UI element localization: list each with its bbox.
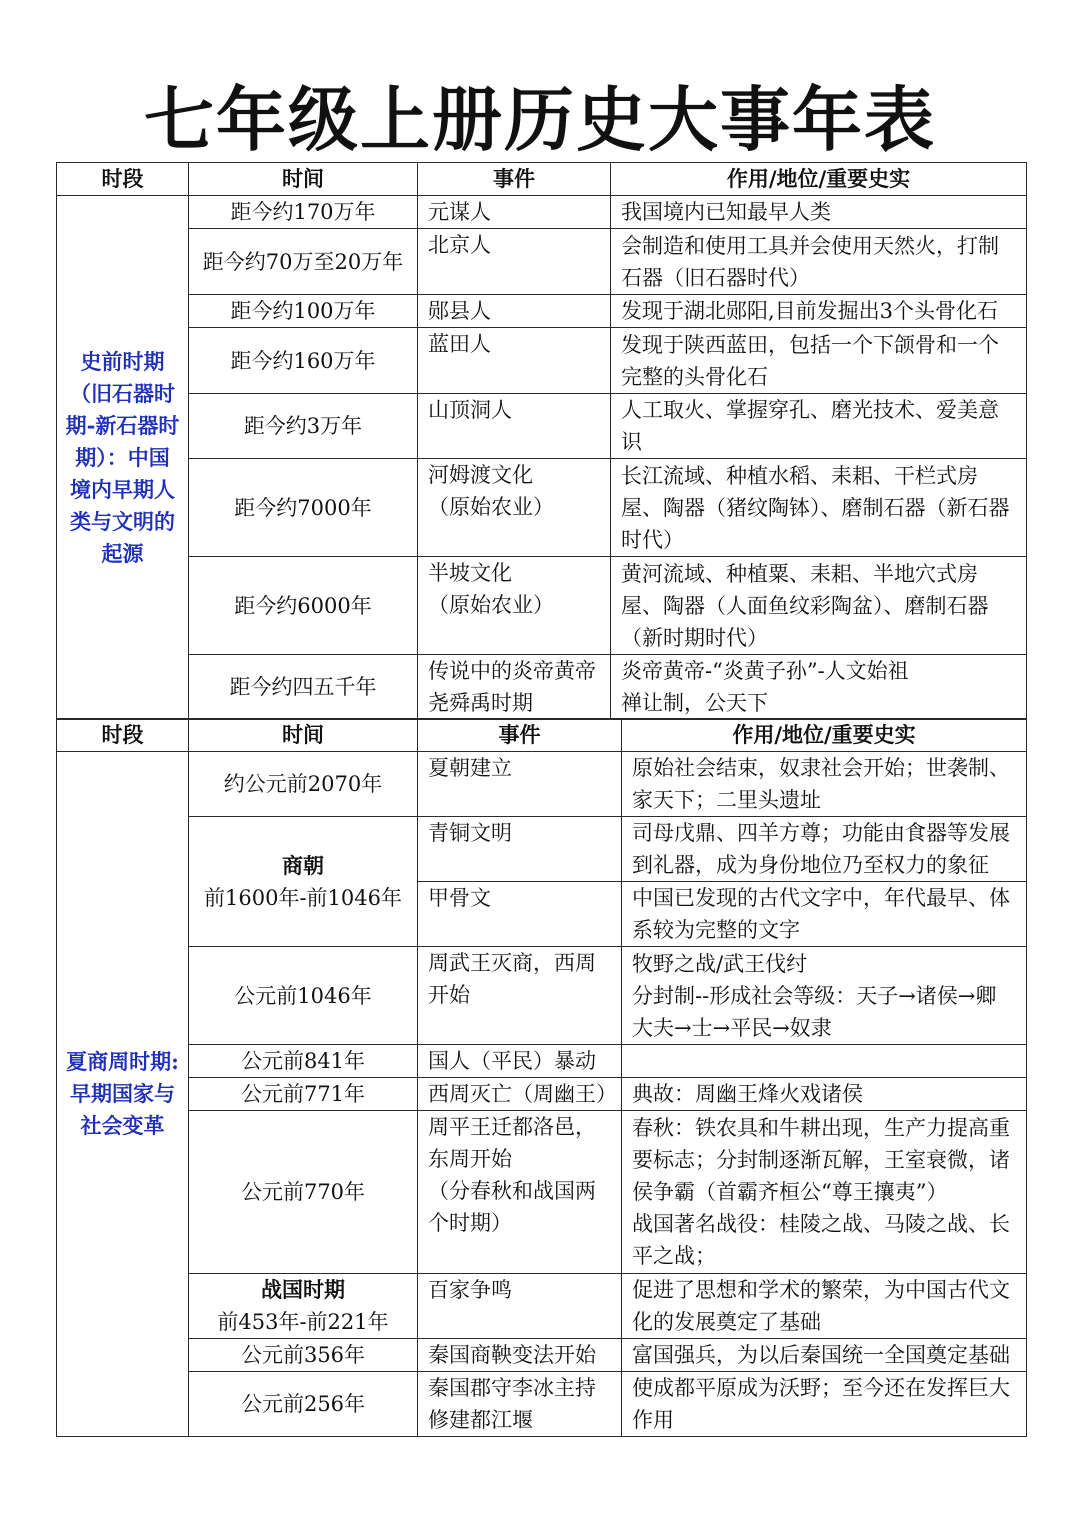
table-row bbox=[57, 947, 1027, 1045]
table-row bbox=[57, 655, 1027, 720]
header-time: 时间 bbox=[189, 163, 418, 196]
table-row bbox=[57, 1078, 1027, 1111]
event-cell: 北京人 bbox=[418, 229, 611, 295]
table-row bbox=[57, 328, 1027, 394]
significance-cell: 中国已发现的古代文字中，年代最早、体系较为完整的文字 bbox=[622, 882, 1027, 947]
time-title: 战国时期 bbox=[261, 1277, 345, 1302]
event-cell: 元谋人 bbox=[418, 196, 611, 229]
table-row bbox=[57, 752, 1027, 817]
time-cell: 距今约160万年 bbox=[189, 328, 418, 394]
period-cell: 夏商周时期:早期国家与社会变革 bbox=[57, 752, 189, 1437]
significance-cell: 发现于湖北郧阳,目前发掘出3个头骨化石 bbox=[611, 295, 1027, 328]
header-row bbox=[57, 163, 1027, 196]
significance-cell: 司母戊鼎、四羊方尊；功能由食器等发展到礼器，成为身份地位乃至权力的象征 bbox=[622, 817, 1027, 882]
table-row bbox=[57, 394, 1027, 459]
significance-cell: 促进了思想和学术的繁荣，为中国古代文化的发展奠定了基础 bbox=[622, 1274, 1027, 1339]
table-row bbox=[57, 1372, 1027, 1437]
significance-cell: 会制造和使用工具并会使用天然火，打制石器（旧石器时代） bbox=[611, 229, 1027, 295]
event-cell: 国人（平民）暴动 bbox=[418, 1045, 622, 1078]
event-cell: 周平王迁都洛邑，东周开始 （分春秋和战国两个时期） bbox=[418, 1111, 622, 1274]
time-range: 前453年-前221年 bbox=[217, 1310, 389, 1334]
significance-cell: 炎帝黄帝-“炎黄子孙”-人文始祖 禅让制，公天下 bbox=[611, 655, 1027, 720]
table-row bbox=[57, 1274, 1027, 1339]
event-cell: 山顶洞人 bbox=[418, 394, 611, 459]
table-row bbox=[57, 1045, 1027, 1078]
time-cell: 距今约3万年 bbox=[189, 394, 418, 459]
header-event: 事件 bbox=[418, 163, 611, 196]
event-cell: 传说中的炎帝黄帝尧舜禹时期 bbox=[418, 655, 611, 720]
header-period: 时段 bbox=[57, 163, 189, 196]
table-row bbox=[57, 295, 1027, 328]
significance-cell: 黄河流域、种植粟、耒耜、半地穴式房屋、陶器（人面鱼纹彩陶盆）、磨制石器（新时期时代） bbox=[611, 557, 1027, 655]
header-significance: 作用/地位/重要史实 bbox=[611, 163, 1027, 196]
significance-cell: 富国强兵，为以后秦国统一全国奠定基础 bbox=[622, 1339, 1027, 1372]
event-cell: 甲骨文 bbox=[418, 882, 622, 947]
time-cell: 距今约170万年 bbox=[189, 196, 418, 229]
time-cell: 公元前771年 bbox=[189, 1078, 418, 1111]
time-cell: 公元前356年 bbox=[189, 1339, 418, 1372]
significance-cell: 典故：周幽王烽火戏诸侯 bbox=[622, 1078, 1027, 1111]
header-significance: 作用/地位/重要史实 bbox=[622, 719, 1027, 752]
table-row bbox=[57, 229, 1027, 295]
page-title: 七年级上册历史大事年表 bbox=[144, 79, 936, 161]
table-row bbox=[57, 459, 1027, 557]
table-row bbox=[57, 1111, 1027, 1274]
significance-cell bbox=[622, 1045, 1027, 1078]
time-cell: 距今约100万年 bbox=[189, 295, 418, 328]
time-cell-shang bbox=[189, 817, 418, 947]
table-row bbox=[57, 1339, 1027, 1372]
time-title: 商朝 bbox=[282, 852, 324, 878]
time-cell: 距今约四五千年 bbox=[189, 655, 418, 720]
time-cell: 公元前841年 bbox=[189, 1045, 418, 1078]
time-cell: 公元前1046年 bbox=[189, 947, 418, 1045]
time-cell: 距今约70万至20万年 bbox=[189, 229, 418, 295]
time-range: 前1600年-前1046年 bbox=[204, 885, 402, 910]
header-time: 时间 bbox=[189, 719, 418, 752]
period-cell: 史前时期 （旧石器时期-新石器时期）：中国境内早期人类与文明的起源 bbox=[57, 196, 189, 720]
time-cell: 约公元前2070年 bbox=[189, 752, 418, 817]
time-cell: 距今约7000年 bbox=[189, 459, 418, 557]
time-cell-warring bbox=[189, 1274, 418, 1339]
event-cell: 周武王灭商，西周开始 bbox=[418, 947, 622, 1045]
event-cell: 郧县人 bbox=[418, 295, 611, 328]
time-cell: 距今约6000年 bbox=[189, 557, 418, 655]
significance-cell: 原始社会结束，奴隶社会开始；世袭制、家天下；二里头遗址 bbox=[622, 752, 1027, 817]
event-cell: 夏朝建立 bbox=[418, 752, 622, 817]
significance-cell: 牧野之战/武王伐纣 分封制--形成社会等级：天子→诸侯→卿大夫→士→平民→奴隶 bbox=[622, 947, 1027, 1045]
significance-cell: 春秋：铁农具和牛耕出现，生产力提高重要标志；分封制逐渐瓦解，王室衰微，诸侯争霸（首霸齐桓公“尊王攘夷”） 战国著名战役：桂陵之战、马陵之战、长平之战； bbox=[622, 1111, 1027, 1274]
significance-cell: 人工取火、掌握穿孔、磨光技术、爱美意识 bbox=[611, 394, 1027, 459]
event-cell: 河姆渡文化 （原始农业） bbox=[418, 459, 611, 557]
table-row bbox=[57, 196, 1027, 229]
event-cell: 蓝田人 bbox=[418, 328, 611, 394]
header-period: 时段 bbox=[57, 719, 189, 752]
event-cell: 西周灭亡（周幽王） bbox=[418, 1078, 622, 1111]
event-cell: 秦国郡守李冰主持修建都江堰 bbox=[418, 1372, 622, 1437]
significance-cell: 发现于陕西蓝田，包括一个下颌骨和一个完整的头骨化石 bbox=[611, 328, 1027, 394]
event-cell: 秦国商鞅变法开始 bbox=[418, 1339, 622, 1372]
header-event: 事件 bbox=[418, 719, 622, 752]
table-row bbox=[57, 817, 1027, 882]
event-cell: 百家争鸣 bbox=[418, 1274, 622, 1339]
timeline-table-xia-shang-zhou bbox=[56, 718, 1027, 1437]
table-row bbox=[57, 557, 1027, 655]
event-cell: 青铜文明 bbox=[418, 817, 622, 882]
significance-cell: 长江流域、种植水稻、耒耜、干栏式房屋、陶器（猪纹陶钵）、磨制石器（新石器时代） bbox=[611, 459, 1027, 557]
header-row bbox=[57, 719, 1027, 752]
significance-cell: 使成都平原成为沃野；至今还在发挥巨大作用 bbox=[622, 1372, 1027, 1437]
time-cell: 公元前256年 bbox=[189, 1372, 418, 1437]
significance-cell: 我国境内已知最早人类 bbox=[611, 196, 1027, 229]
timeline-table-prehistory bbox=[56, 162, 1027, 720]
event-cell: 半坡文化 （原始农业） bbox=[418, 557, 611, 655]
time-cell: 公元前770年 bbox=[189, 1111, 418, 1274]
